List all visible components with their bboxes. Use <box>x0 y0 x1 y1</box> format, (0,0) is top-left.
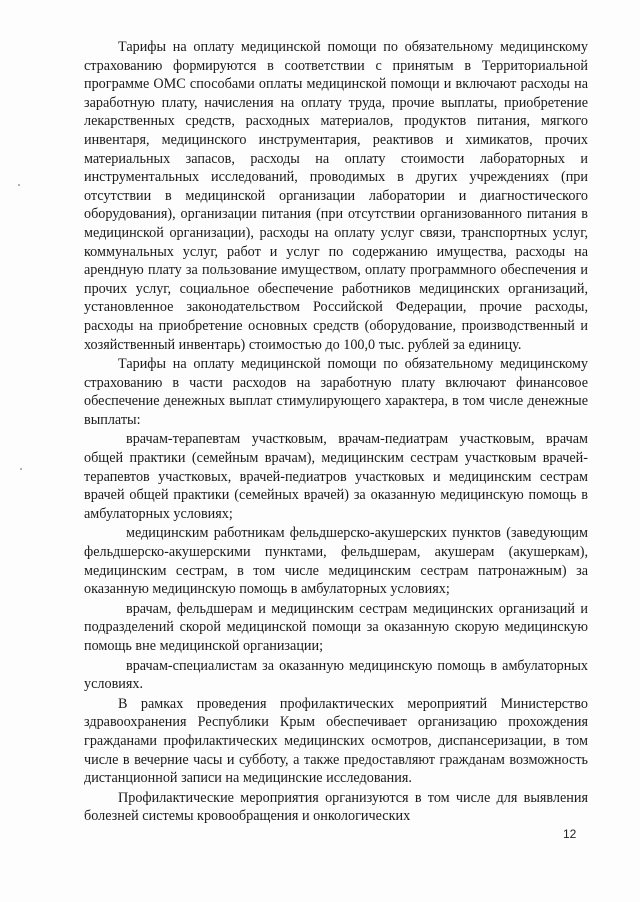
paragraph-emergency-care: врачам, фельдшерам и медицинским сестрам медицинских организаций и подразделений скорой медицинской помощи за оказанную скорую медицинскую помощь вне медицинской организации; <box>84 600 588 654</box>
scan-speck <box>20 468 22 470</box>
paragraph-preventive-organization: Профилактические мероприятия организуются в том числе для выявления болезней системы кровообращения и онкологических <box>84 789 588 825</box>
paragraph-specialists: врачам-специалистам за оказанную медицинскую помощь в амбулаторных условиях. <box>84 657 588 693</box>
paragraph-feldsher-points: медицинским работникам фельдшерско-акушерских пунктов (заведующим фельдшерско-акушерскими пунктами, фельдшерам, акушерам (акушеркам), медицинским сестрам, в том числе медицинским сестрам патронажным) за оказанную медицинскую помощь в амбулаторных условиях; <box>84 525 588 598</box>
scan-speck <box>18 184 20 186</box>
paragraph-district-doctors: врачам-терапевтам участковым, врачам-педиатрам участковым, врачам общей практики (семейным врачам), медицинским сестрам участковым врачей-терапевтов участковых, врачей-педиатров участковых и медицинским сестрам врачей общей практики (семейных врачей) за оказанную медицинскую помощь в амбулаторных условиях; <box>84 431 588 522</box>
page-number: 12 <box>563 827 577 841</box>
paragraph-tariffs-salary: Тарифы на оплату медицинской помощи по обязательному медицинскому страхованию в части расходов на заработную плату включают финансовое обеспечение денежных выплат стимулирующего характера, в том числе денежные выплаты: <box>84 356 588 428</box>
document-body <box>84 38 588 826</box>
paragraph-tariffs-composition: Тарифы на оплату медицинской помощи по обязательному медицинскому страхованию формируются в соответствии с принятым в Территориальной программе ОМС способами оплаты медицинской помощи и включают расходы на заработную плату, начисления на оплату труда, прочие выплаты, приобретение лекарственных средств, расходных материалов, продуктов питания, мягкого инвентаря, медицинского инструментария, реактивов и химикатов, прочих материальных запасов, расходы на оплату стоимости лабораторных и инструментальных исследований, проводимых в других учреждениях (при отсутствии в медицинской организации лаборатории и диагностического оборудования), организации питания (при отсутствии организованного питания в медицинской организации), расходы на оплату услуг связи, транспортных услуг, коммунальных услуг, работ и услуг по содержанию имущества, расходы на арендную плату за пользование имуществом, оплату программного обеспечения и прочих услуг, социальное обеспечение работников медицинских организаций, установленное законодательством Российской Федерации, прочие расходы, расходы на приобретение основных средств (оборудование, производственный и хозяйственный инвентарь) стоимостью до 100,0 тыс. рублей за единицу. <box>84 39 588 353</box>
paragraph-preventive-measures: В рамках проведения профилактических мероприятий Министерство здравоохранения Республики Крым обеспечивает организацию прохождения гражданами профилактических медицинских осмотров, диспансеризации, в том числе в вечерние часы и субботу, а также предоставляют гражданам возможность дистанционной записи на медицинские исследования. <box>84 695 588 787</box>
